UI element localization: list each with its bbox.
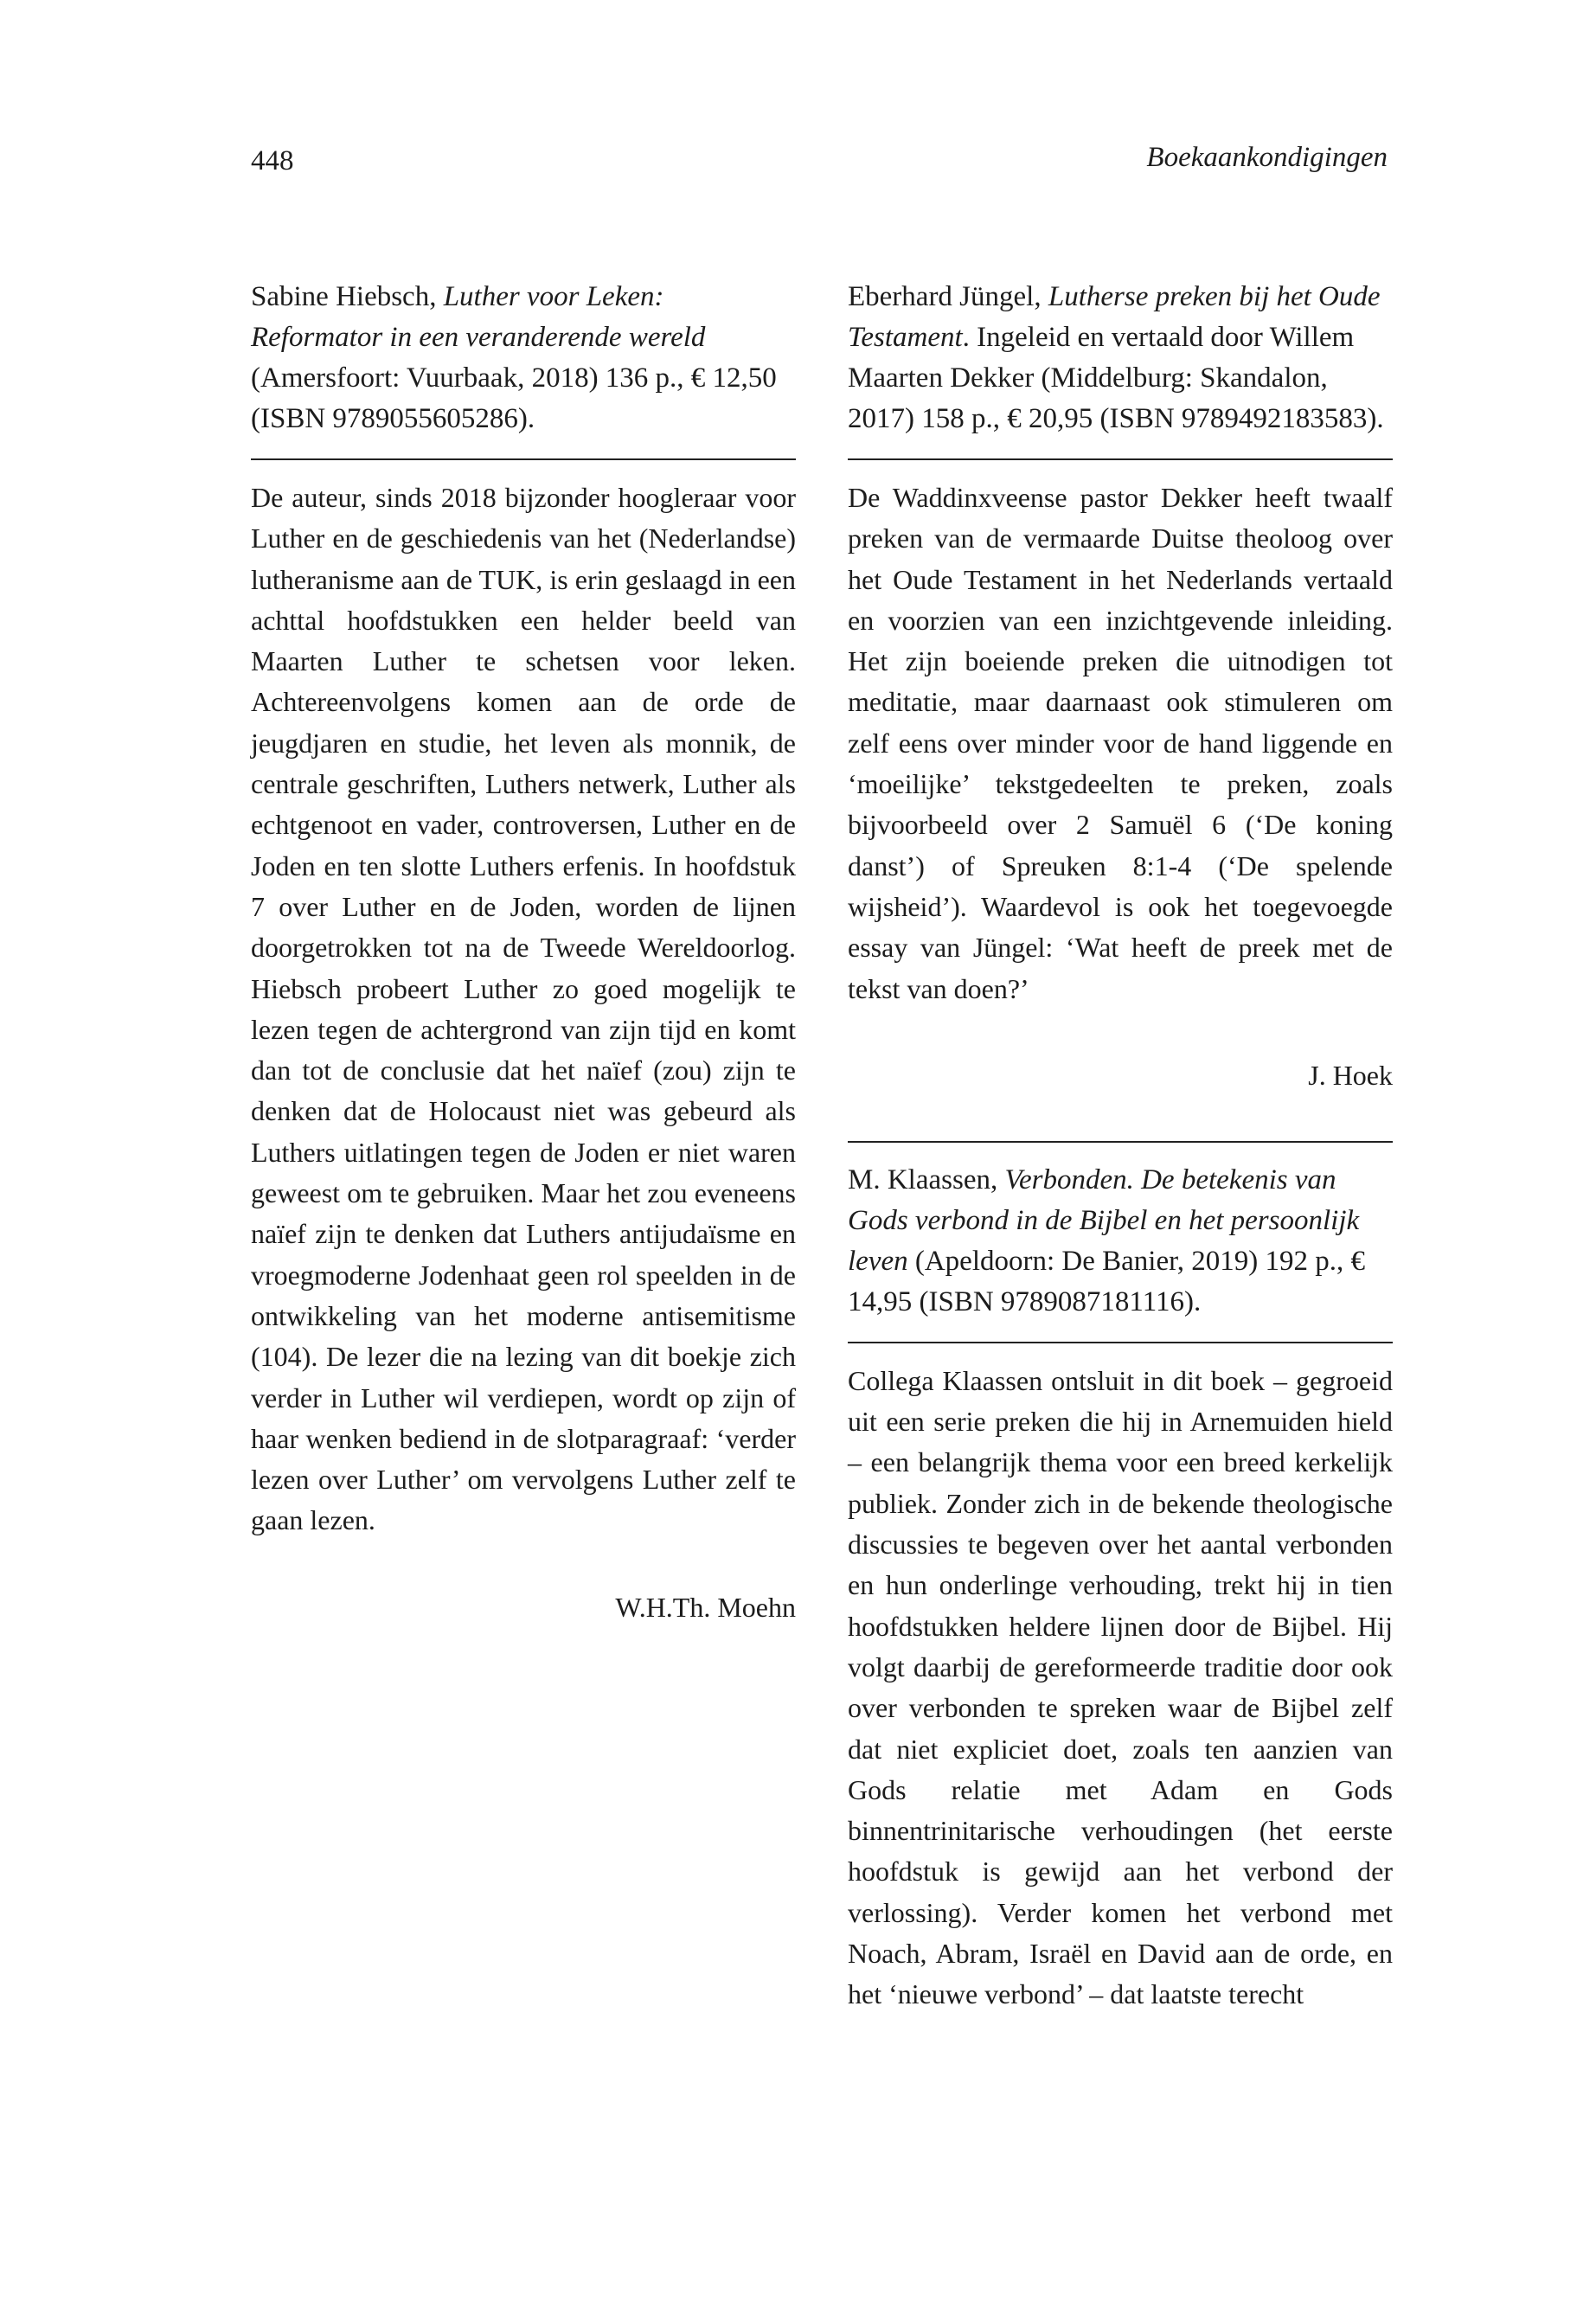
section-rule [251,458,796,460]
citation-title: Verbonden. De betekenis van Gods verbond in de Bijbel en het persoonlijk leven [848,1163,1360,1277]
citation-publication: (Amersfoort: Vuurbaak, 2018) 136 p., € 12,50 (ISBN 9789055605286). [251,362,777,434]
citation-publication: . Ingeleid en vertaald door Willem Maarten Dekker (Middelburg: Skandalon, 2017) 158 p., € 20,95 (ISBN 9789492183583). [848,322,1384,434]
section-rule [848,1342,1393,1343]
reviewer-signature: W.H.Th. Moehn [615,1591,796,1623]
citation-author: Eberhard Jüngel, [848,281,1048,312]
left-column [251,277,796,1628]
right-column [848,277,1393,2016]
citation-author: Sabine Hiebsch, [251,281,444,312]
page-number: 448 [251,145,294,176]
citation-title: Lutherse preken bij het Oude Testament [848,281,1381,353]
review-body-klaassen: Collega Klaassen ontsluit in dit boek – gegroeid uit een serie preken die hij in Arnemuiden hield – een belangrijk thema voor een breed kerkelijk publiek. Zonder zich in de bekende theologische discussies te begeven over het aantal verbonden en hun onderlinge verhouding, trekt hij in tien hoofdstukken heldere lijnen door de Bijbel. Hij volgt daarbij de gereformeerde traditie door ook over verbonden te spreken waar de Bijbel zelf dat niet expliciet doet, zoals ten aanzien van Gods relatie met Adam en Gods binnentrinitarische verhoudingen (het eerste hoofdstuk is gewijd aan het verbond der verlossing). Verder komen het verbond met Noach, Abram, Israël en David aan de orde, en het ‘nieuwe verbond’ – dat laatste terecht [848,1364,1393,2010]
running-head: Boekaankondigingen [1146,142,1388,173]
section-rule [848,1141,1393,1143]
review-citation-hiebsch [251,277,796,439]
review-citation-klaassen [848,1160,1393,1323]
review-citation-jungel [848,277,1393,439]
section-rule [848,458,1393,460]
review-body-jungel: De Waddinxveense pastor Dekker heeft twaalf preken van de vermaarde Duitse theoloog over het Oude Testament in het Nederlands vertaald en voorzien van een inzichtgevende inleiding. Het zijn boeiende preken die uitnodigen tot meditatie, maar daarnaast ook stimuleren om zelf eens over minder voor de hand liggende en ‘moeilijke’ tekstgedeelten te preken, zoals bijvoorbeeld over 2 Samuël 6 (‘De koning danst’) of Spreuken 8:1-4 (‘De spelende wijsheid’). Waardevol is ook het toegevoegde essay van Jüngel: ‘Wat heeft de preek met de tekst van doen?’ [848,482,1393,1004]
reviewer-signature: J. Hoek [1308,1059,1393,1091]
review-body-hiebsch: De auteur, sinds 2018 bijzonder hoogleraar voor Luther en de geschiedenis van het (Nederlandse) lutheranisme aan de TUK, is erin geslaagd in een achttal hoofdstukken een helder beeld van Maarten Luther te schetsen voor leken. Achtereenvolgens komen aan de orde de jeugdjaren en studie, het leven als monnik, de centrale geschriften, Luthers netwerk, Luther als echtgenoot en vader, controversen, Luther en de Joden en ten slotte Luthers erfenis. In hoofdstuk 7 over Luther en de Joden, worden de lijnen doorgetrokken tot na de Tweede Wereldoorlog. Hiebsch probeert Luther zo goed mogelijk te lezen tegen de achtergrond van zijn tijd en komt dan tot de conclusie dat het naïef (zou) zijn te denken dat de Holocaust niet was gebeurd als Luthers uitlatingen tegen de Joden er niet waren geweest om te gebruiken. Maar het zou eveneens naïef zijn te denken dat Luthers antijudaïsme en vroegmoderne Jodenhaat geen rol speelden in de ontwikkeling van het moderne antisemitisme (104). De lezer die na lezing van dit boekje zich verder in Luther wil verdiepen, wordt op zijn of haar wenken bediend in de slotparagraaf: ‘verder lezen over Luther’ om vervolgens Luther zelf te gaan lezen. [251,482,796,1536]
citation-title: Luther voor Leken: Reformator in een veranderende wereld [251,281,706,353]
citation-author: M. Klaassen, [848,1163,1005,1195]
citation-publication: (Apeldoorn: De Banier, 2019) 192 p., € 14,95 (ISBN 9789087181116). [848,1245,1366,1317]
